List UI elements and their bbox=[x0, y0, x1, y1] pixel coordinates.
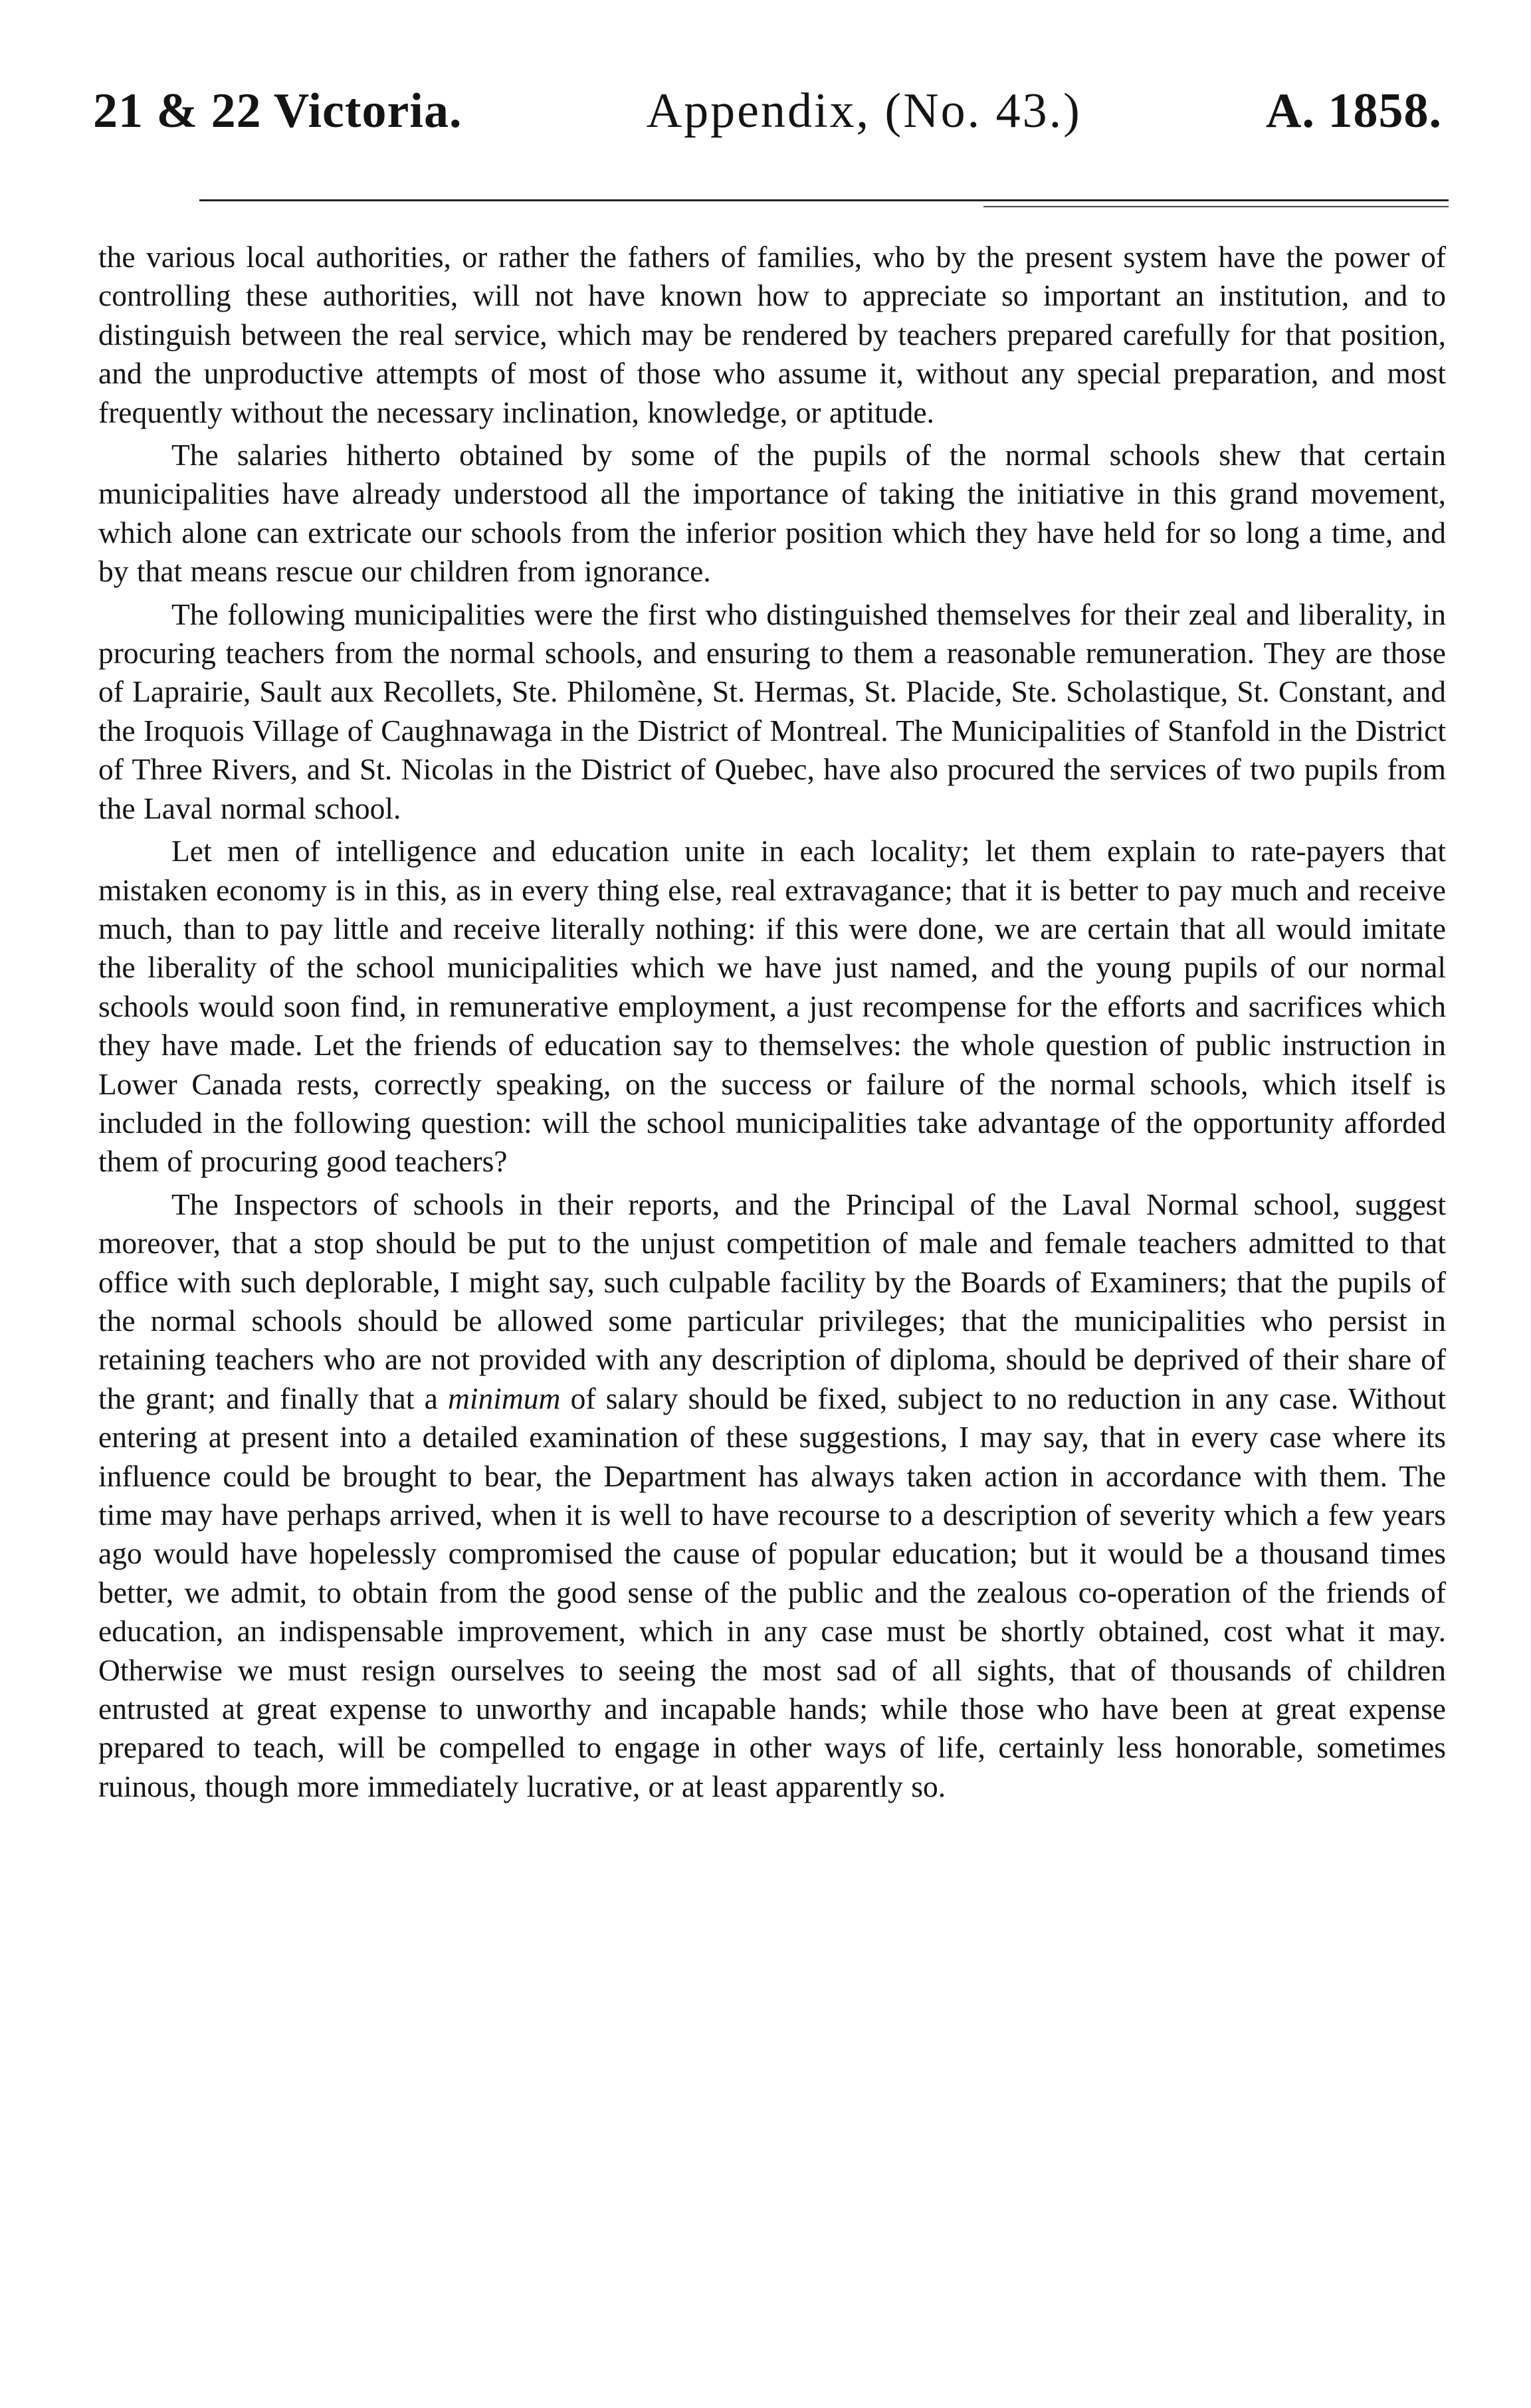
paragraph-inspectors-part2: of salary should be fixed, subject to no reduction in any case. Without entering at present into a detailed examination of these suggestions, I may say, that in every case where its influence could be brought to bear, the Department has always taken action in accordance with them. The time may have perhaps arrived, when it is well to have recourse to a description of severity which a few years ago would have hopelessly compromised the cause of popular education; but it would be a thousand times better, we admit, to obtain from the good sense of the public and the zealous co-operation of the friends of education, an indispensable improvement, which in any case must be shortly obtained, cost what it may. Otherwise we must resign ourselves to seeing the most sad of all sights, that of thousands of children entrusted at great expense to unworthy and incapable hands; while those who have been at great expense prepared to teach, will be compelled to engage in other ways of life, certainly less honorable, sometimes ruinous, though more immediately lucrative, or at least apparently so. bbox=[98, 1381, 1446, 1803]
header-year: A. 1858. bbox=[1266, 84, 1442, 138]
paragraph-continuation: the various local authorities, or rather the fathers of families, who by the present system have the power of controlling these authorities, will not have known how to appreciate so important an institution, and to distinguish between the real service, which may be rendered by teachers prepared carefully for that position, and the unproductive attempts of most of those who assume it, without any special preparation, and most frequently without the necessary inclination, knowledge, or aptitude. bbox=[98, 240, 1446, 429]
emphasis-minimum: minimum bbox=[448, 1381, 561, 1415]
paragraph-municipalities: The following municipalities were the first who distinguished themselves for their zeal and liberality, in procuring teachers from the normal schools, and ensuring to them a reasonable remuneration. They are those of Laprairie, Sault aux Recollets, Ste. Philomène, St. Hermas, St. Placide, Ste. Scholastique, St. Constant, and the Iroquois Village of Caughnawaga in the District of Montreal. The Municipalities of Stanfold in the District of Three Rivers, and St. Nicolas in the District of Quebec, have also procured the services of two pupils from the Laval normal school. bbox=[98, 597, 1446, 825]
paragraph-inspectors bbox=[98, 1185, 1446, 1807]
paragraph-salaries: The salaries hitherto obtained by some of the pupils of the normal schools shew that certain municipalities have already understood all the importance of taking the initiative in this grand movement, which alone can extricate our schools from the inferior position which they have held for so long a time, and by that means rescue our children from ignorance. bbox=[98, 438, 1446, 589]
paragraph-men-of-intelligence: Let men of intelligence and education unite in each locality; let them explain to rate-payers that mistaken economy is in this, as in every thing else, real extravagance; that it is better to pay much and receive much, than to pay little and receive literally nothing: if this were done, we are certain that all would imitate the liberality of the school municipalities which we have just named, and the young pupils of our normal schools would soon find, in remunerative employment, a just recompense for the efforts and sacrifices which they have made. Let the friends of education say to themselves: the whole question of public instruction in Lower Canada rests, correctly speaking, on the success or failure of the normal schools, which itself is included in the following question: will the school municipalities take advantage of the opportunity afforded them of procuring good teachers? bbox=[98, 834, 1446, 1179]
paragraph-inspectors-part1: The Inspectors of schools in their reports, and the Principal of the Laval Normal school, suggest moreover, that a stop should be put to the unjust competition of male and female teachers admitted to that office with such deplorable, I might say, such culpable facility by the Boards of Examiners; that the pupils of the normal schools should be allowed some particular privileges; that the municipalities who persist in retaining teachers who are not provided with any description of diploma, should be deprived of their share of the grant; and finally that a bbox=[98, 1187, 1446, 1415]
header-session: 21 & 22 Victoria. bbox=[93, 84, 462, 138]
header-rule bbox=[199, 199, 1449, 201]
body-text bbox=[98, 238, 1446, 1810]
header-rule-secondary bbox=[983, 206, 1449, 207]
header-appendix: Appendix, (No. 43.) bbox=[646, 84, 1082, 138]
running-header bbox=[93, 83, 1442, 156]
